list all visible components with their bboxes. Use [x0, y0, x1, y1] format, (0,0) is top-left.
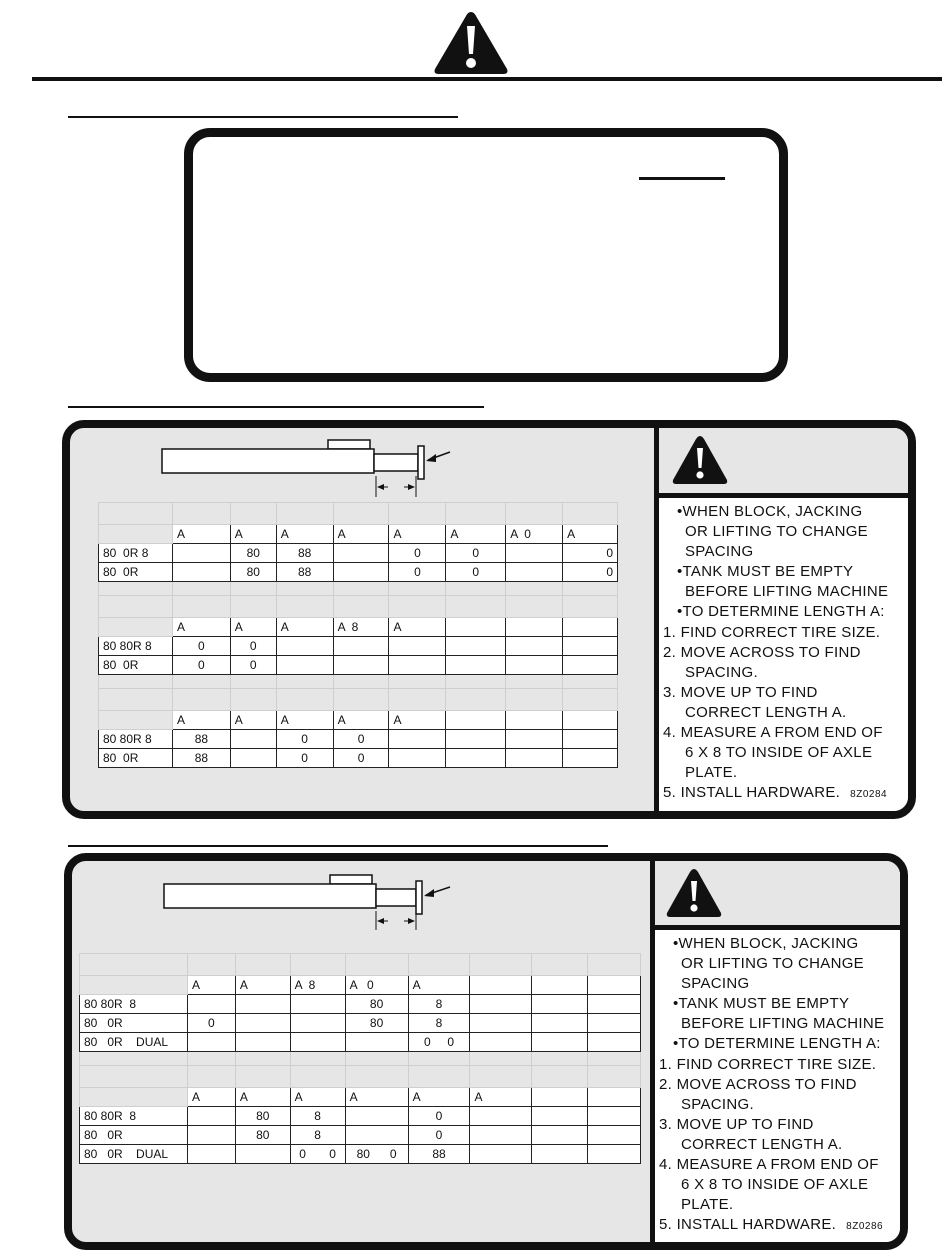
instruction-line: 6 X 8 TO INSIDE OF AXLE: [685, 744, 873, 762]
column-header: A 0: [345, 976, 408, 995]
table-cell: 8: [408, 995, 470, 1014]
table-cell: [389, 749, 446, 768]
table-cell: 0: [276, 730, 333, 749]
column-header: A: [235, 976, 290, 995]
table-cell: [389, 656, 446, 675]
spacing-table: [98, 502, 618, 768]
table-cell: 88: [408, 1145, 470, 1164]
table-row: [99, 563, 618, 582]
table-cell: [470, 1126, 532, 1145]
table-cell: 80: [235, 1107, 290, 1126]
table-cell: [333, 656, 389, 675]
tire-size-label: 80 80R 8: [99, 637, 173, 656]
table-cell: 0: [389, 563, 446, 582]
table-cell: 8: [290, 1107, 345, 1126]
table-cell: [276, 637, 333, 656]
tire-size-label: 80 80R 8: [80, 1107, 188, 1126]
table-row: [80, 1145, 641, 1164]
table-row: [99, 544, 618, 563]
table-cell: [389, 637, 446, 656]
column-header: A: [276, 711, 333, 730]
instruction-line: 2. MOVE ACROSS TO FIND: [659, 1075, 857, 1093]
table-cell: [290, 1014, 345, 1033]
table-cell: 88: [172, 730, 230, 749]
column-header: A: [333, 525, 389, 544]
section-rule: [68, 406, 484, 408]
instruction-line: •TANK MUST BE EMPTY: [677, 563, 854, 581]
table-cell: [588, 995, 641, 1014]
table-row: [99, 656, 618, 675]
column-header: A: [230, 711, 276, 730]
table-cell: [345, 1107, 408, 1126]
column-header: A: [389, 618, 446, 637]
table-cell: 0 0: [408, 1033, 470, 1052]
instruction-line: PLATE.: [685, 764, 738, 782]
table-cell: [506, 563, 563, 582]
table-cell: [506, 656, 563, 675]
table-cell: [290, 1033, 345, 1052]
table-cell: [506, 637, 563, 656]
table-cell: 0: [333, 749, 389, 768]
table-cell: 88: [276, 563, 333, 582]
column-header: A: [470, 1088, 532, 1107]
table-cell: [470, 1033, 532, 1052]
instruction-line: SPACING: [685, 543, 754, 561]
instruction-text: 5. INSTALL HARDWARE.: [663, 784, 841, 802]
table-cell: [187, 1107, 235, 1126]
tire-size-label: 80 0R 8: [99, 544, 173, 563]
table-cell: [470, 1014, 532, 1033]
table-cell: 0: [172, 637, 230, 656]
column-header: A 0: [506, 525, 563, 544]
table-cell: 0: [389, 544, 446, 563]
warning-triangle-icon: [665, 867, 723, 919]
table-row: [99, 637, 618, 656]
table-cell: 0: [172, 656, 230, 675]
column-header: A: [276, 525, 333, 544]
table-cell: [345, 1033, 408, 1052]
table-cell: [446, 656, 506, 675]
table-cell: [276, 656, 333, 675]
table-cell: 0: [446, 563, 506, 582]
table-cell: [172, 563, 230, 582]
instruction-line: BEFORE LIFTING MACHINE: [681, 1015, 885, 1033]
column-header: A: [187, 1088, 235, 1107]
table-cell: 0: [446, 544, 506, 563]
table-cell: [588, 1014, 641, 1033]
table-cell: [532, 1014, 588, 1033]
table-cell: [235, 1145, 290, 1164]
tire-size-label: 80 0R DUAL: [80, 1145, 188, 1164]
table-cell: [470, 1145, 532, 1164]
table-cell: [470, 1107, 532, 1126]
table-cell: 0: [230, 656, 276, 675]
table-cell: 8: [408, 1014, 470, 1033]
table-cell: 0: [408, 1126, 470, 1145]
table-cell: [230, 749, 276, 768]
instruction-line: •WHEN BLOCK, JACKING: [673, 935, 859, 952]
instruction-line: [663, 783, 906, 805]
column-header: A: [563, 525, 618, 544]
table-cell: 0: [187, 1014, 235, 1033]
column-header: A: [172, 525, 230, 544]
tire-size-label: 80 0R: [80, 1014, 188, 1033]
column-header: [588, 976, 641, 995]
instruction-line: 2. MOVE ACROSS TO FIND: [663, 643, 861, 661]
table-cell: [563, 656, 618, 675]
table-cell: [187, 1126, 235, 1145]
column-header: A: [276, 618, 333, 637]
table-cell: [389, 730, 446, 749]
column-header: A: [345, 1088, 408, 1107]
column-header: A: [187, 976, 235, 995]
spacing-table: [79, 953, 641, 1164]
instruction-line: [659, 1215, 898, 1237]
instruction-line: •TO DETERMINE LENGTH A:: [673, 1035, 881, 1053]
table-cell: [563, 749, 618, 768]
instruction-line: 4. MEASURE A FROM END OF: [659, 1156, 879, 1174]
table-cell: 80: [345, 995, 408, 1014]
warning-box: [184, 128, 788, 382]
part-code: 8Z0284: [850, 789, 888, 801]
column-header: A: [389, 525, 446, 544]
instruction-line: •TO DETERMINE LENGTH A:: [677, 603, 885, 621]
instruction-line: SPACING: [681, 975, 750, 993]
column-header: A: [389, 711, 446, 730]
underline-mark: [639, 177, 725, 180]
section-rule: [68, 116, 458, 118]
table-cell: [446, 730, 506, 749]
instruction-line: BEFORE LIFTING MACHINE: [685, 583, 889, 601]
instruction-line: 3. MOVE UP TO FIND: [659, 1115, 814, 1133]
column-header: A: [408, 1088, 470, 1107]
table-cell: [187, 1033, 235, 1052]
column-header: A 8: [333, 618, 389, 637]
table-row: [80, 1126, 641, 1145]
table-cell: [588, 1107, 641, 1126]
table-cell: [532, 1107, 588, 1126]
instruction-line: CORRECT LENGTH A.: [681, 1135, 843, 1153]
table-cell: [290, 995, 345, 1014]
table-cell: [230, 730, 276, 749]
column-header: A: [408, 976, 470, 995]
table-cell: [345, 1126, 408, 1145]
column-header: [532, 1088, 588, 1107]
table-cell: [333, 544, 389, 563]
column-header: [506, 618, 563, 637]
table-cell: [470, 995, 532, 1014]
axle-diagram: [160, 432, 460, 502]
instruction-line: 4. MEASURE A FROM END OF: [663, 724, 883, 742]
table-cell: [532, 1033, 588, 1052]
table-row: [80, 1033, 641, 1052]
instruction-list: [659, 934, 898, 1237]
instruction-line: •TANK MUST BE EMPTY: [673, 995, 850, 1013]
table-cell: [333, 637, 389, 656]
table-cell: 88: [172, 749, 230, 768]
table-cell: 80 0: [345, 1145, 408, 1164]
table-cell: [506, 544, 563, 563]
column-header: [588, 1088, 641, 1107]
column-header: A 8: [290, 976, 345, 995]
instruction-list: [663, 502, 906, 805]
instruction-line: 3. MOVE UP TO FIND: [663, 683, 818, 701]
instruction-line: 6 X 8 TO INSIDE OF AXLE: [681, 1176, 869, 1194]
table-cell: 0: [276, 749, 333, 768]
table-cell: [588, 1145, 641, 1164]
table-cell: [446, 749, 506, 768]
table-cell: [187, 995, 235, 1014]
column-header: [506, 711, 563, 730]
column-header: A: [290, 1088, 345, 1107]
table-cell: 80: [235, 1126, 290, 1145]
instruction-line: OR LIFTING TO CHANGE: [685, 523, 868, 541]
axle-spacing-decal: [62, 420, 916, 819]
instruction-line: •WHEN BLOCK, JACKING: [677, 503, 863, 520]
warning-triangle-icon: [671, 434, 729, 486]
table-cell: 0: [230, 637, 276, 656]
table-cell: [187, 1145, 235, 1164]
table-cell: [446, 637, 506, 656]
tire-size-label: 80 0R: [99, 656, 173, 675]
column-header: A: [172, 618, 230, 637]
table-row: [80, 1107, 641, 1126]
column-header: [446, 618, 506, 637]
table-cell: 0: [333, 730, 389, 749]
column-header: A: [235, 1088, 290, 1107]
table-cell: 0: [563, 544, 618, 563]
table-cell: 80: [230, 544, 276, 563]
table-cell: [172, 544, 230, 563]
table-cell: [563, 730, 618, 749]
table-cell: [563, 637, 618, 656]
table-cell: 80: [345, 1014, 408, 1033]
instruction-line: OR LIFTING TO CHANGE: [681, 955, 864, 973]
column-header: [563, 618, 618, 637]
table-cell: [506, 749, 563, 768]
tire-size-label: 80 80R 8: [80, 995, 188, 1014]
table-cell: [235, 995, 290, 1014]
instruction-line: 1. FIND CORRECT TIRE SIZE.: [659, 1055, 877, 1073]
part-code: 8Z0286: [846, 1221, 884, 1233]
table-cell: [235, 1033, 290, 1052]
instruction-text: 5. INSTALL HARDWARE.: [659, 1216, 837, 1234]
table-row: [80, 995, 641, 1014]
table-cell: [333, 563, 389, 582]
table-cell: 0: [408, 1107, 470, 1126]
instruction-line: SPACING.: [681, 1095, 754, 1113]
table-cell: 80: [230, 563, 276, 582]
instruction-line: SPACING.: [685, 663, 758, 681]
tire-size-label: 80 80R 8: [99, 730, 173, 749]
tire-size-label: 80 0R DUAL: [80, 1033, 188, 1052]
column-header: [532, 976, 588, 995]
table-cell: 0: [563, 563, 618, 582]
table-cell: [506, 730, 563, 749]
column-header: [563, 711, 618, 730]
warning-triangle-icon: [432, 8, 510, 76]
tire-size-label: 80 0R: [99, 563, 173, 582]
column-header: A: [172, 711, 230, 730]
table-cell: 88: [276, 544, 333, 563]
table-cell: [588, 1126, 641, 1145]
column-header: A: [230, 525, 276, 544]
table-row: [80, 1014, 641, 1033]
table-cell: [588, 1033, 641, 1052]
instruction-line: CORRECT LENGTH A.: [685, 703, 847, 721]
column-header: [470, 976, 532, 995]
table-row: [99, 749, 618, 768]
table-cell: 8: [290, 1126, 345, 1145]
column-header: A: [333, 711, 389, 730]
tire-size-label: 80 0R: [99, 749, 173, 768]
table-row: [99, 730, 618, 749]
axle-spacing-decal-dual: [64, 853, 908, 1250]
instruction-panel: [654, 428, 908, 811]
table-cell: [235, 1014, 290, 1033]
column-header: A: [230, 618, 276, 637]
tire-size-label: 80 0R: [80, 1126, 188, 1145]
column-header: A: [446, 525, 506, 544]
table-cell: [532, 1145, 588, 1164]
instruction-panel-header: [655, 861, 900, 930]
section-rule: [68, 845, 608, 847]
table-cell: [532, 995, 588, 1014]
axle-diagram: [162, 867, 462, 937]
table-cell: [532, 1126, 588, 1145]
instruction-line: 1. FIND CORRECT TIRE SIZE.: [663, 623, 881, 641]
header-rule: [32, 77, 942, 81]
instruction-panel: [650, 861, 900, 1242]
instruction-panel-header: [659, 428, 908, 498]
column-header: [446, 711, 506, 730]
table-cell: 0 0: [290, 1145, 345, 1164]
instruction-line: PLATE.: [681, 1196, 734, 1214]
